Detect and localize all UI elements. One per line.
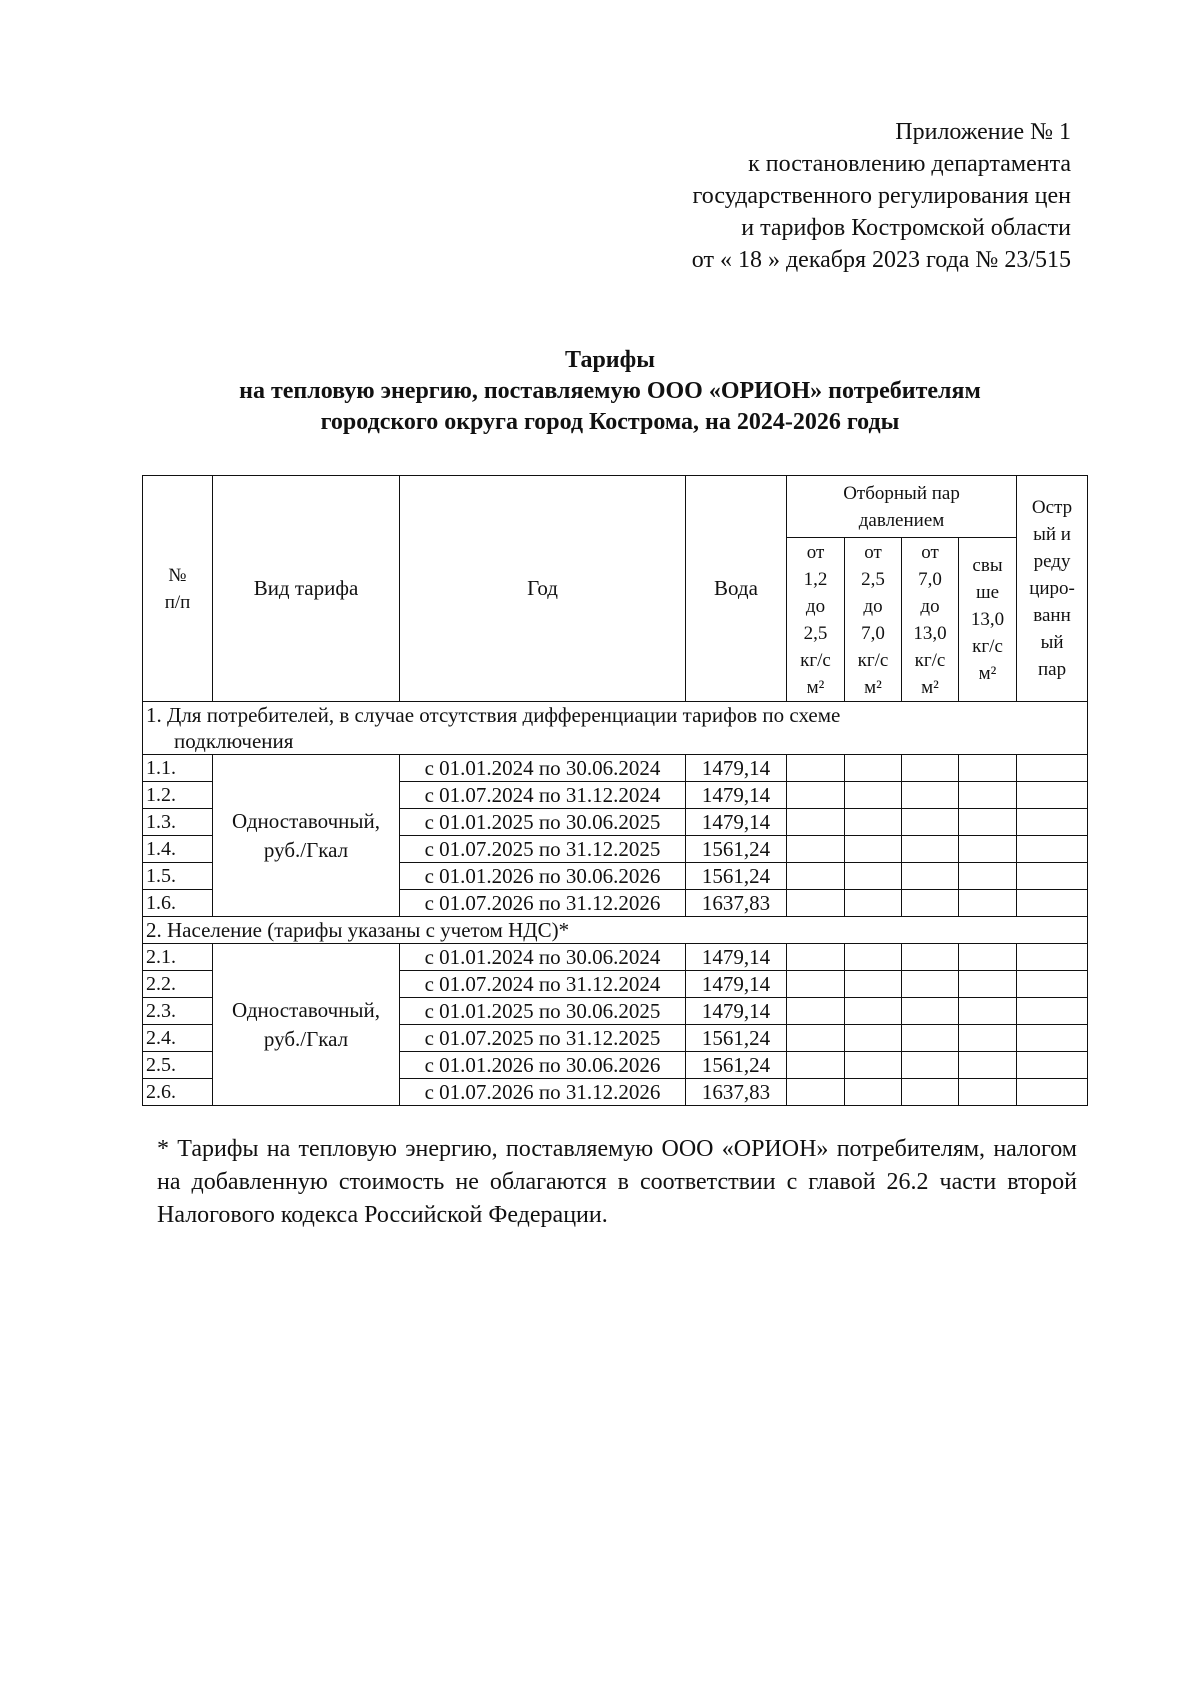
appendix-line-4: и тарифов Костромской области — [741, 215, 1071, 241]
table-row: 1.6. с 01.07.2026 по 31.12.2026 1637,83 — [143, 890, 1088, 917]
appendix-line-1: Приложение № 1 — [895, 119, 1071, 145]
appendix-block — [692, 116, 1071, 276]
appendix-line-3: государственного регулирования цен — [692, 183, 1071, 209]
header-steam-1-2.5: от 1,2 до 2,5 кг/с м² — [787, 538, 845, 702]
appendix-line-2: к постановлению департамента — [748, 151, 1071, 177]
header-row-1 — [143, 476, 1088, 538]
header-steam-7-13: от 7,0 до 13,0 кг/с м² — [902, 538, 959, 702]
header-year: Год — [400, 476, 686, 702]
header-number: № п/п — [143, 476, 213, 702]
table-row: 2.3. с 01.01.2025 по 30.06.2025 1479,14 — [143, 998, 1088, 1025]
footnote: * Тарифы на тепловую энергию, поставляемую ООО «ОРИОН» потребителям, налогом на добавленную стоимость не облагаются в соответствии с главой 26.2 части второй Налогового кодекса Российской Федерации. — [157, 1136, 1077, 1228]
section-2-tariff-kind: Одноставочный, руб./Гкал — [213, 944, 400, 1106]
table-row: 1.1. Одноставочный, руб./Гкал с 01.01.2024 по 30.06.2024 1479,14 — [143, 755, 1088, 782]
header-steam-2.5-7: от 2,5 до 7,0 кг/с м² — [845, 538, 902, 702]
table-row: 2.4. с 01.07.2025 по 31.12.2025 1561,24 — [143, 1025, 1088, 1052]
section-1-row — [143, 702, 1088, 755]
header-water: Вода — [686, 476, 787, 702]
section-1-title: 1. Для потребителей, в случае отсутствия дифференциации тарифов по схеме подключения — [143, 702, 1088, 755]
table-row: 2.5. с 01.01.2026 по 30.06.2026 1561,24 — [143, 1052, 1088, 1079]
header-tariff-kind: Вид тарифа — [213, 476, 400, 702]
header-steam-over-13: свы ше 13,0 кг/с м² — [959, 538, 1017, 702]
table-row: 1.4. с 01.07.2025 по 31.12.2025 1561,24 — [143, 836, 1088, 863]
section-2-row — [143, 917, 1088, 944]
title-line-2: на тепловую энергию, поставляемую ООО «ОРИОН» потребителям — [239, 378, 981, 404]
table-row: 1.2. с 01.07.2024 по 31.12.2024 1479,14 — [143, 782, 1088, 809]
section-2-title: 2. Население (тарифы указаны с учетом НДС)* — [143, 917, 1088, 944]
table-row: 2.6. с 01.07.2026 по 31.12.2026 1637,83 — [143, 1079, 1088, 1106]
title-line-3: городского округа город Кострома, на 2024-2026 годы — [320, 409, 900, 435]
section-1-tariff-kind: Одноставочный, руб./Гкал — [213, 755, 400, 917]
title-line-1: Тарифы — [565, 347, 655, 373]
table-row: 2.2. с 01.07.2024 по 31.12.2024 1479,14 — [143, 971, 1088, 998]
table-row: 1.5. с 01.01.2026 по 30.06.2026 1561,24 — [143, 863, 1088, 890]
header-steam-group: Отборный пар давлением — [787, 476, 1017, 538]
table-row: 2.1. Одноставочный, руб./Гкал с 01.01.2024 по 30.06.2024 1479,14 — [143, 944, 1088, 971]
header-sharp-steam: Остр ый и реду циро- ванн ый пар — [1017, 476, 1088, 702]
table-row: 1.3. с 01.01.2025 по 30.06.2025 1479,14 — [143, 809, 1088, 836]
tariff-table — [142, 475, 1088, 1106]
appendix-line-5: от « 18 » декабря 2023 года № 23/515 — [691, 247, 1071, 273]
document-title — [140, 345, 1080, 438]
